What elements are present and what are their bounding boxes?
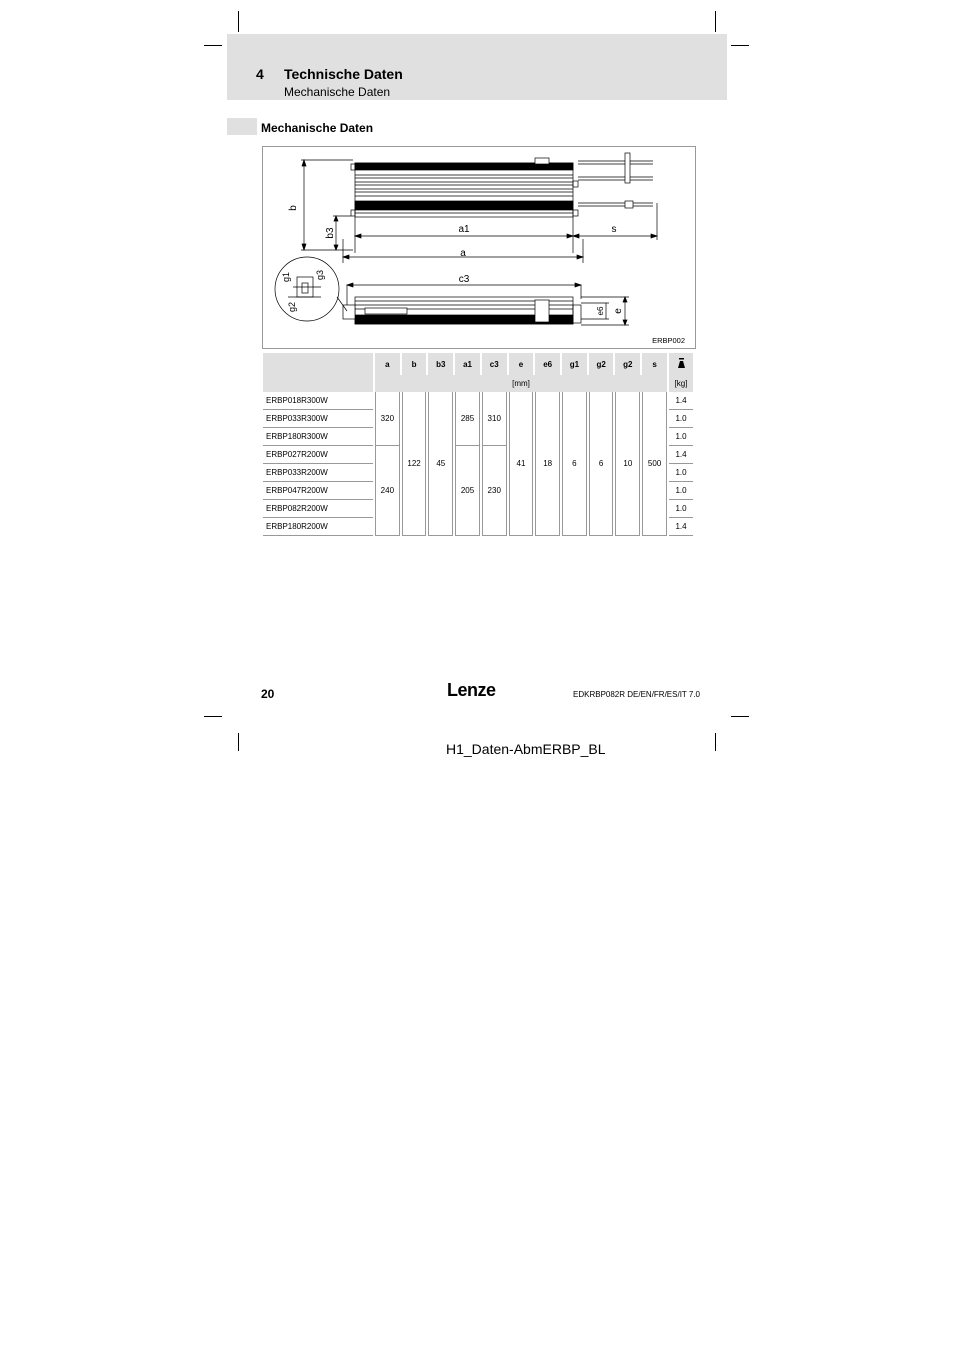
model-name: ERBP033R200W — [263, 464, 373, 482]
cell-c3: 230 — [482, 446, 507, 536]
crop-mark — [238, 733, 239, 751]
label-a: a — [460, 248, 466, 259]
label-b3: b3 — [325, 227, 336, 239]
model-name: ERBP180R300W — [263, 428, 373, 446]
model-name: ERBP027R200W — [263, 446, 373, 464]
cell-g2: 6 — [589, 392, 614, 536]
crop-mark — [715, 733, 716, 751]
weight-value: 1.0 — [669, 428, 693, 446]
document-code: EDKRBP082R DE/EN/FR/ES/IT 7.0 — [573, 690, 701, 699]
col-header: g2 — [589, 353, 614, 375]
col-header: g1 — [562, 353, 587, 375]
crop-mark — [238, 11, 239, 32]
model-name: ERBP180R200W — [263, 518, 373, 536]
detail-circle — [275, 257, 339, 321]
label-e: e — [613, 308, 624, 314]
weight-icon — [669, 353, 693, 375]
chapter-subtitle: Mechanische Daten — [284, 85, 391, 99]
section-title: Mechanische Daten — [261, 121, 374, 135]
weight-value: 1.0 — [669, 464, 693, 482]
label-b: b — [288, 205, 299, 211]
crop-mark — [731, 716, 749, 717]
file-name: H1_Daten-AbmERBP_BL — [446, 741, 606, 757]
drawing-svg — [263, 147, 695, 348]
unit-kg: [kg] — [669, 375, 693, 392]
col-header: g2 — [615, 353, 640, 375]
weight-value: 1.0 — [669, 500, 693, 518]
weight-value: 1.0 — [669, 482, 693, 500]
cell-e6: 18 — [535, 392, 560, 536]
table-row — [263, 392, 693, 410]
col-header: a — [375, 353, 400, 375]
table-header-row — [263, 353, 693, 375]
label-a1: a1 — [458, 224, 470, 235]
col-header: e6 — [535, 353, 560, 375]
cell-b3: 45 — [428, 392, 453, 536]
lenze-logo: Lenze — [447, 680, 496, 700]
model-name: ERBP033R300W — [263, 410, 373, 428]
cell-s: 500 — [642, 392, 667, 536]
label-e6: e6 — [596, 306, 605, 316]
cell-e: 41 — [509, 392, 534, 536]
model-name: ERBP018R300W — [263, 392, 373, 410]
label-s: s — [611, 224, 617, 235]
dimensions-table — [261, 353, 695, 536]
model-name: ERBP082R200W — [263, 500, 373, 518]
col-header: s — [642, 353, 667, 375]
col-header: b3 — [428, 353, 453, 375]
weight-value: 1.4 — [669, 446, 693, 464]
col-header: e — [509, 353, 534, 375]
label-g3: g3 — [315, 269, 325, 281]
crop-mark — [204, 716, 222, 717]
col-header: b — [402, 353, 427, 375]
weight-value: 1.4 — [669, 518, 693, 536]
cell-a: 240 — [375, 446, 400, 536]
dimension-drawing — [262, 146, 696, 349]
col-header: a1 — [455, 353, 480, 375]
cell-g2: 10 — [615, 392, 640, 536]
weight-value: 1.0 — [669, 410, 693, 428]
section-marker — [227, 118, 257, 135]
cell-g1: 6 — [562, 392, 587, 536]
cell-a: 320 — [375, 392, 400, 446]
label-c3: c3 — [458, 274, 470, 285]
cell-c3: 310 — [482, 392, 507, 446]
cell-a1: 205 — [455, 446, 480, 536]
table-corner — [263, 353, 373, 392]
crop-mark — [204, 45, 222, 46]
figure-code: ERBP002 — [652, 336, 685, 345]
cell-b: 122 — [402, 392, 427, 536]
page-number: 20 — [261, 687, 275, 701]
weight-value: 1.4 — [669, 392, 693, 410]
cell-a1: 285 — [455, 392, 480, 446]
crop-mark — [715, 11, 716, 32]
chapter-title: Technische Daten — [284, 66, 403, 82]
label-g2: g2 — [287, 301, 297, 313]
crop-mark — [731, 45, 749, 46]
col-header: c3 — [482, 353, 507, 375]
model-name: ERBP047R200W — [263, 482, 373, 500]
label-g1: g1 — [281, 271, 291, 283]
chapter-number: 4 — [256, 66, 264, 82]
unit-mm: [mm] — [375, 375, 667, 392]
